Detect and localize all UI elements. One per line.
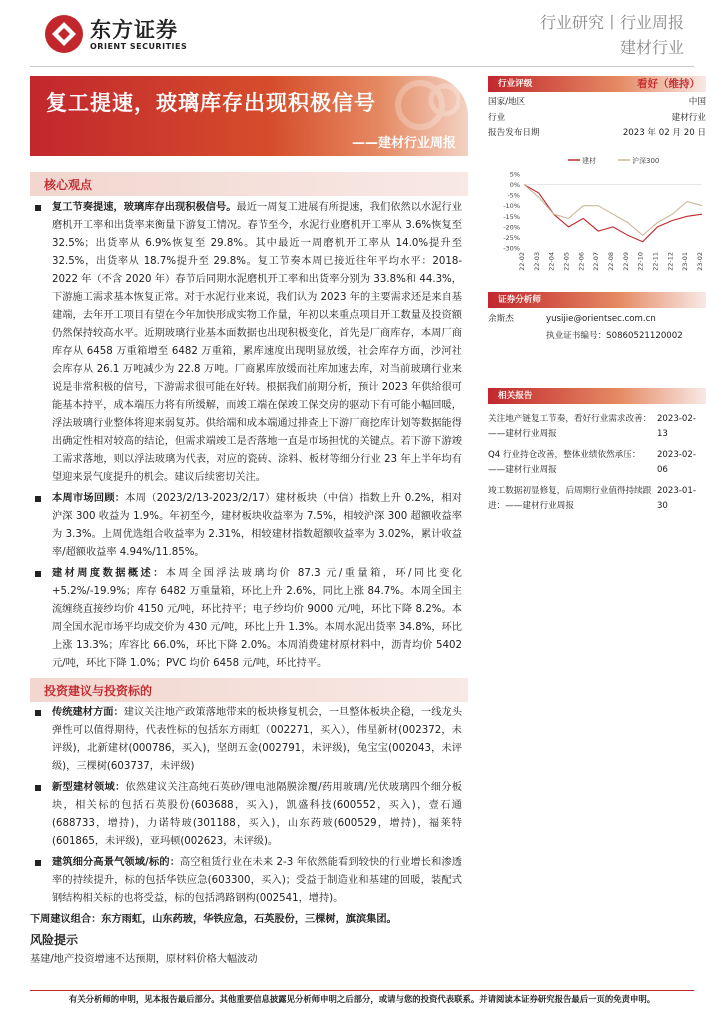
x-tick-label: 22-08 xyxy=(607,252,615,271)
rating-key: 行业 xyxy=(488,112,506,123)
y-tick-label: -5% xyxy=(507,191,520,200)
paragraph-head: 建筑细分高景气领域/标的： xyxy=(52,857,181,868)
series-line-building-materials xyxy=(524,185,702,242)
rating-value: 看好（维持） xyxy=(637,78,700,90)
section-title: 投资建议与投资标的 xyxy=(44,684,153,698)
footer-divider xyxy=(30,990,694,991)
paragraph-head: 复工节奏提速，玻璃库存出现积极信号。 xyxy=(52,202,237,213)
rating-val: 2023 年 02 月 20 日 xyxy=(622,128,706,138)
title-banner xyxy=(30,76,468,156)
x-tick-label: 23-02 xyxy=(696,252,704,271)
related-panel xyxy=(488,388,706,520)
x-tick-label: 22-11 xyxy=(651,252,660,271)
y-tick-label: -20% xyxy=(503,223,520,232)
rating-row xyxy=(488,95,706,111)
y-tick-label: -15% xyxy=(503,212,520,221)
related-title[interactable]: 竣工数据初显修复，后周期行业值得持续跟进：——建材行业周报 xyxy=(488,486,652,511)
paragraph-head: 建材周度数据概述： xyxy=(52,568,166,579)
related-report[interactable] xyxy=(488,448,706,478)
orient-logo-icon xyxy=(44,14,84,54)
invest-paragraph-1 xyxy=(30,704,462,776)
paragraph-head: 本周市场回顾： xyxy=(52,493,126,504)
risk-text: 基建/地产投资增速不达预期，原材料价格大幅波动 xyxy=(30,954,258,965)
paragraph-body: 本周（2023/2/13-2023/2/17）建材板块（中信）指数上升 0.2%，相对沪深 300 收益为 1.9%。年初至今，建材板块收益率为 7.5%，相较沪深 300 超额收益率为 3.3%。上周优选组合收益率为 2.31%，相较建材指数超额收益率为 3.02%，累计收益率/超额收益率 4.94%/11.85%。 xyxy=(52,493,463,558)
paragraph-body: 依然建议关注高纯石英砂/锂电池隔膜涂覆/药用玻璃/光伏玻璃四个细分板块，相关标的包括石英股份(603688，买入)，凯盛科技(600552，买入)，壹石通(688733，增持)，力诺特玻(301188，买入)，山东药玻(600529，增持)，福莱特(601865，未评级)，亚玛顿(002623，未评级)。 xyxy=(52,782,462,847)
rating-val: 建材行业 xyxy=(671,112,706,123)
weekly-portfolio: 下周建议组合：东方雨虹，山东药玻，华铁应急，石英股份，三棵树，旗滨集团。 xyxy=(30,914,397,925)
y-tick-label: 5% xyxy=(509,170,520,179)
x-tick-label: 22-12 xyxy=(666,252,675,271)
report-type: 行业研究丨行业周报 xyxy=(539,13,684,32)
industry-name: 建材行业 xyxy=(619,38,684,57)
paragraph-body: 本周全国浮法玻璃均价 87.3 元/重量箱，环/同比变化+5.2%/-19.9%；库存 6482 万重量箱，环比上升 2.6%，同比上涨 84.7%。本周全国主流缠绕直接纱均价 4150 元/吨，环比持平；电子纱均价 9000 元/吨，环比下降 8.2%。本周全国水泥市场平均成交价为 430 元/吨，环比上升 1.3%。本周水泥出货率 34.8%，环比上涨 13.3%；库容比 66.0%，环比下降 2.0%。本周消费建材原材料中，沥青均价 5402 元/吨，环比下降 1.0%；PVC 均价 6458 元/吨，环比持平。 xyxy=(52,568,462,669)
core-paragraph-2 xyxy=(30,490,462,562)
rating-key: 国家/地区 xyxy=(488,97,526,107)
company-logo xyxy=(44,14,187,54)
core-paragraph-3 xyxy=(30,565,462,673)
x-tick-label: 22-03 xyxy=(532,252,541,271)
logo-text-en: ORIENT SECURITIES xyxy=(90,41,188,51)
x-tick-label: 22-10 xyxy=(636,252,645,271)
related-date: 2023-02-13 xyxy=(656,414,696,439)
section-title: 核心观点 xyxy=(44,178,93,192)
analyst-panel xyxy=(488,292,706,345)
investment-body xyxy=(30,704,462,969)
related-title[interactable]: 关注地产链复工节奏，看好行业需求改善：——建材行业周报 xyxy=(488,414,652,439)
section-core-views xyxy=(30,172,468,196)
related-date: 2023-02-06 xyxy=(656,450,696,475)
analyst-email: yusijie@orientsec.com.cn xyxy=(546,314,656,324)
paragraph-body: 最近一周复工进展有所提速，我们依然以水泥行业磨机开工率和出货率来衡量下游复工情况。春节至今，水泥行业磨机开工率从 3.6%恢复至 32.5%；出货率从 6.9%恢复至 29.8%。其中最近一周磨机开工率从 14.0%提升至 32.5%，出货率从 18.7%提升至 29.8%。复工节奏本周已接近往年平均水平：2018-2022 年（不含 2020 年）春节后同期水泥磨机开工率和出货率分别为 33.8%和 44.3%，下游施工需求基本恢复正常。对于水泥行业来说，我们认为 2023 年的主要需求还是来自基建端，去年开工项目有望在今年加快形成实物工作量，年初以来重点项目开工数量及投资额仍然保持较高水平。近期玻璃行业基本面数据也出现积极变化，首先是厂商库存，本周厂商库存从 6458 万重箱增至 6482 万重箱，累库速度出现明显放缓，社会库存方面，沙河社会库存从 26.1 万吨减少为 22.8 万吨。厂商累库放缓而社库加速去库，对当前玻璃行业来说是非常积极的信号，下游需求很可能在好转。根据我们前期分析，预计 2023 年供给很可能基本持平，成本端压力将有所缓解，而竣工端在保竣工保交房的驱动下有可能小幅回暖，浮法玻璃行业整体将迎来弱复苏。供给端和成本端通过排查上下游厂商挖库计划等数据能得出确定性相对较高的结论，但需求端竣工是否落地一直是市场担忧的关键点。若下游下游竣工需求落地，则以浮法玻璃为代表，对应的瓷砖、涂料、板材等细分行业 23 年上半年均有望迎来景气度提升的机会。建议后续密切关注。 xyxy=(52,202,463,483)
rating-row xyxy=(488,111,706,127)
related-report[interactable] xyxy=(488,484,706,514)
x-tick-label: 22-09 xyxy=(621,252,630,271)
paragraph-head: 传统建材方面： xyxy=(52,707,124,718)
rating-label: 行业评级 xyxy=(498,79,533,89)
section-investment xyxy=(30,678,468,702)
y-tick-label: 0% xyxy=(509,181,520,190)
y-tick-label: -10% xyxy=(503,202,520,211)
analyst-row xyxy=(488,311,706,328)
rating-bar xyxy=(488,76,706,92)
related-date: 2023-01-30 xyxy=(656,486,696,511)
rating-row xyxy=(488,126,706,142)
y-tick-label: -25% xyxy=(503,233,520,242)
report-title: 复工提速，玻璃库存出现积极信号 xyxy=(46,91,376,115)
report-subtitle: ——建材行业周报 xyxy=(351,136,456,151)
rating-key: 报告发布日期 xyxy=(488,128,540,138)
paragraph-head: 新型建材领域： xyxy=(52,782,126,793)
related-report[interactable] xyxy=(488,412,706,442)
paragraph-body: 建议关注地产政策落地带来的板块修复机会，一旦整体板块企稳，一线龙头弹性可以值得期待，代表性标的包括东方雨虹（002271，买入），伟星新材(002372，未评级)，北新建材(000786，买入)，坚朗五金(002791，未评级)，兔宝宝(002043，未评级)，三棵树(603737，未评级) xyxy=(52,707,463,772)
x-tick-label: 22-05 xyxy=(562,252,571,271)
analyst-bar: 证券分析师 xyxy=(488,292,706,308)
header-divider xyxy=(30,66,694,67)
x-tick-label: 22-06 xyxy=(577,252,586,271)
related-list xyxy=(488,412,706,514)
invest-paragraph-3 xyxy=(30,854,462,908)
analyst-name: 余斯杰 xyxy=(488,314,514,324)
related-bar: 相关报告 xyxy=(488,388,706,404)
x-tick-label: 22-07 xyxy=(592,252,601,271)
logo-text-cn: 东方证券 xyxy=(90,17,178,42)
footer-disclaimer: 有关分析师的申明，见本报告最后部分。其他重要信息披露见分析师申明之后部分，或请与您的投资代表联系。并请阅读本证券研究报告最后一页的免责申明。 xyxy=(68,994,656,1004)
x-tick-label: 22-04 xyxy=(547,252,556,271)
performance-chart xyxy=(488,152,708,280)
x-tick-label: 23-01 xyxy=(681,252,690,271)
related-title[interactable]: Q4 行业持仓改善，整体业绩依然承压：——建材行业周报 xyxy=(488,450,641,475)
rating-rows xyxy=(488,95,706,142)
risk-title: 风险提示 xyxy=(30,933,79,947)
rating-val: 中国 xyxy=(688,97,706,107)
invest-paragraph-2 xyxy=(30,779,462,851)
paragraph-body: 高空租赁行业在未来 2-3 年依然能看到较快的行业增长和渗透率的持续提升，标的包括华铁应急(603300，买入)；受益于制造业和基建的回暖，装配式钢结构相关标的也将受益，标的包括鸿路钢构(002541，增持)。 xyxy=(52,857,462,904)
legend-label: 沪深300 xyxy=(632,157,660,165)
core-views-body xyxy=(30,199,462,673)
x-tick-label: 22-02 xyxy=(518,252,526,271)
y-tick-label: -30% xyxy=(503,244,520,253)
core-paragraph-1 xyxy=(30,199,462,487)
rating-panel xyxy=(488,76,706,142)
analyst-cert: 执业证书编号：S0860521120002 xyxy=(546,331,683,341)
legend-label: 建材 xyxy=(582,157,596,165)
report-category xyxy=(540,10,684,60)
